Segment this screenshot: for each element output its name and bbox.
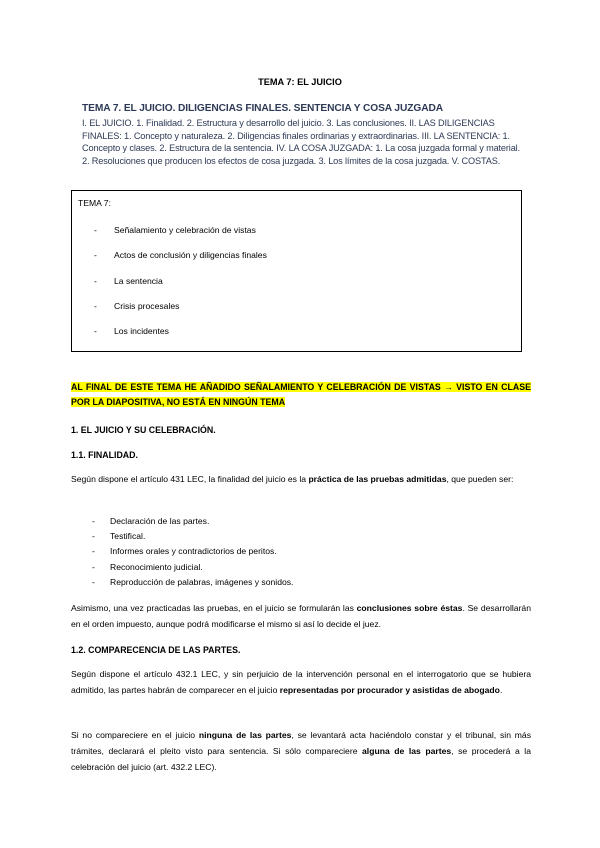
subsection-heading: 1.1. FINALIDAD.	[71, 450, 138, 460]
list-item: - Declaración de las partes.	[92, 516, 210, 526]
subsection-heading: 1.2. COMPARECENCIA DE LAS PARTES.	[71, 645, 241, 655]
list-item: - Testifical.	[92, 531, 146, 541]
topic-summary-box	[71, 190, 522, 352]
paragraph: Según dispone el artículo 432.1 LEC, y sin perjuicio de la intervención personal en el interrogatorio que se hubiera admitido, las partes habrán de comparecer en el juicio representadas por procurador y asistidas de abogado.	[71, 669, 531, 695]
scanned-syllabus-line: FINALES: 1. Concepto y naturaleza. 2. Diligencias finales ordinarias y extraordinarias. III. LA SENTENCIA: 1.	[82, 130, 510, 141]
paragraph: Si no compareciere en el juicio ninguna de las partes, se levantará acta haciéndolo constar y el tribunal, sin más trámites, declarará el pleito visto para sentencia. Si sólo compareciere alguna de las partes, se procederá a la celebración del juicio (art. 432.2 LEC).	[71, 730, 532, 772]
paragraph: Según dispone el artículo 431 LEC, la finalidad del juicio es la práctica de las pruebas admitidas, que pueden ser:	[71, 474, 514, 484]
highlighted-note: AL FINAL DE ESTE TEMA HE AÑADIDO SEÑALAMIENTO Y CELEBRACIÓN DE VISTAS → VISTO EN CLASE POR LA DIAPOSITIVA, NO ESTÁ EN NINGÚN TEMA	[71, 382, 531, 407]
list-item: - Reproducción de palabras, imágenes y sonidos.	[92, 577, 294, 587]
scanned-syllabus-line: I. EL JUICIO. 1. Finalidad. 2. Estructura y desarrollo del juicio. 3. Las conclusiones. II. LAS DILIGENCIAS	[82, 118, 495, 129]
topic-item: - Crisis procesales	[94, 301, 180, 311]
scanned-syllabus-heading: TEMA 7. EL JUICIO. DILIGENCIAS FINALES. SENTENCIA Y COSA JUZGADA	[82, 103, 443, 114]
topic-item: - Los incidentes	[94, 326, 169, 336]
paragraph: Asimismo, una vez practicadas las pruebas, en el juicio se formularán las conclusiones sobre éstas. Se desarrollarán en el orden impuesto, aunque podrá modificarse el mismo si así lo decide el juez.	[71, 603, 531, 629]
topic-item: - Actos de conclusión y diligencias finales	[94, 250, 267, 260]
scanned-syllabus-line: Concepto y clases. 2. Estructura de la sentencia. IV. LA COSA JUZGADA: 1. La cosa juzgada formal y material.	[82, 143, 520, 154]
topic-summary-label: TEMA 7:	[78, 198, 111, 208]
topic-item: - La sentencia	[94, 276, 163, 286]
topic-item: - Señalamiento y celebración de vistas	[94, 225, 256, 235]
list-item: - Reconocimiento judicial.	[92, 562, 203, 572]
page-title: TEMA 7: EL JUICIO	[258, 77, 342, 87]
scanned-syllabus	[82, 103, 528, 167]
section-heading: 1. EL JUICIO Y SU CELEBRACIÓN.	[71, 425, 216, 435]
scanned-syllabus-line: 2. Resoluciones que producen los efectos de cosa juzgada. 3. Los límites de la cosa juzgada. V. COSTAS.	[82, 155, 501, 166]
list-item: - Informes orales y contradictorios de peritos.	[92, 546, 277, 556]
